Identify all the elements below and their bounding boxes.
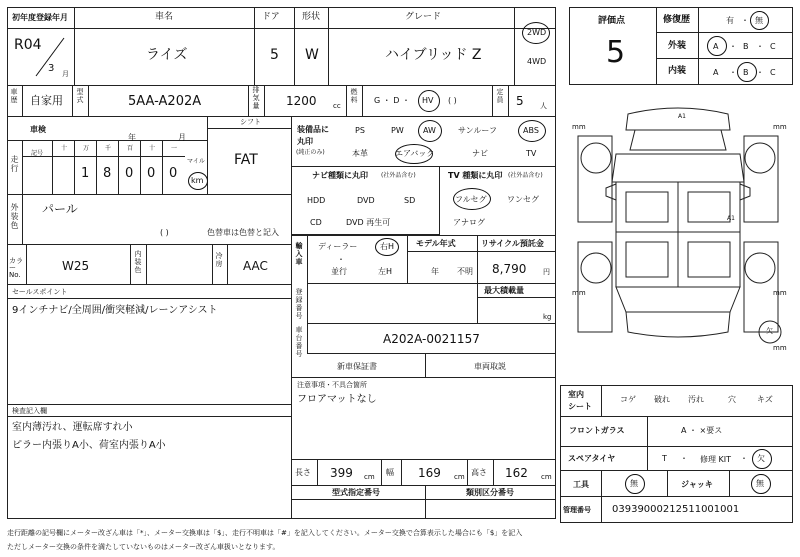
shape-label: 形状 xyxy=(302,12,321,22)
equip-airbag: エアバック xyxy=(395,149,435,158)
height-unit: cm xyxy=(541,473,552,481)
navi-dvd-play: DVD 再生可 xyxy=(346,218,391,227)
tools-value: 無 xyxy=(630,479,638,488)
control-label: 管理番号 xyxy=(563,506,591,514)
mileage-digit-label: 万 xyxy=(83,145,90,152)
mileage-digit-label: 一 xyxy=(171,145,178,152)
notes-label: 注意事項・不具合箇所 xyxy=(297,381,367,389)
windshield-value: A ・ ×要ス xyxy=(681,426,723,435)
shape-value: W xyxy=(305,47,319,63)
footnote-line2: ただしメーター交換の条件を満たしていないものはメーター改ざん車扱いとなります。 xyxy=(7,543,280,551)
interior-grade-a: A xyxy=(713,68,719,77)
tv-fullseg: フルセグ xyxy=(455,195,487,204)
navi-cd: CD xyxy=(310,218,322,227)
ac-label: 冷房 xyxy=(215,252,223,268)
exterior-color-note: 色替車は色替と記入 xyxy=(207,228,279,237)
warranty-label: 新車保証書 xyxy=(337,362,377,371)
jack-label: ジャッキ xyxy=(681,480,713,489)
sales-point-label: セールスポイント xyxy=(12,288,68,296)
displacement-label: 排気量 xyxy=(252,86,260,110)
mileage-unit-mile: マイル xyxy=(187,158,205,165)
shift-label: シフト xyxy=(240,118,261,126)
car-diagram xyxy=(560,92,796,377)
width-unit: cm xyxy=(454,473,465,481)
seat-yabure: 破れ xyxy=(654,395,670,404)
equipment-sub-label: (純正のみ) xyxy=(296,149,325,156)
chassis-value: A202A-0021157 xyxy=(383,332,480,346)
grade-value: ハイブリッド Z xyxy=(385,47,482,63)
score-value: 5 xyxy=(606,35,626,70)
equip-pw: PW xyxy=(391,126,404,135)
fuel-extra: ( ) xyxy=(448,96,457,105)
repair-dot: ・ xyxy=(741,16,749,25)
mileage-label: 走行 xyxy=(10,155,19,173)
fuel-label: 燃料 xyxy=(350,88,358,104)
drive-2wd: 2WD xyxy=(527,28,547,37)
exterior-grade-dot1: ・ xyxy=(729,42,737,51)
model-name-value: ライズ xyxy=(146,47,188,63)
import-parallel: 並行 xyxy=(331,267,347,276)
spare-label: スペアタイヤ xyxy=(568,454,616,463)
tv-oneseg: ワンセグ xyxy=(507,195,539,204)
diagram-mark-side: A1 xyxy=(727,215,735,222)
usage-label: 車歴 xyxy=(10,88,18,104)
seat-ana: 穴 xyxy=(728,395,736,404)
score-label: 評価点 xyxy=(598,16,626,26)
diagram-mark-front: A1 xyxy=(678,113,686,120)
chassis-label: 車台番号 xyxy=(295,326,303,358)
recycle-unit: 円 xyxy=(543,268,550,276)
notes-value: フロアマットなし xyxy=(297,394,377,405)
type-designation-label: 型式指定番号 xyxy=(332,488,380,497)
tv-label: TV 種類に丸印 xyxy=(448,171,503,180)
ac-value: AAC xyxy=(243,259,268,273)
exterior-grade-c: C xyxy=(770,42,776,51)
doors-value: 5 xyxy=(270,47,279,63)
exterior-grade-label: 外装 xyxy=(668,41,687,51)
length-value: 399 xyxy=(330,466,353,480)
recycle-label: リサイクル預託金 xyxy=(481,239,544,248)
interior-grade-dot1: ・ xyxy=(729,68,737,77)
equip-tv: TV xyxy=(526,149,537,158)
equip-leather: 本革 xyxy=(352,149,368,158)
diagram-mm-bl: mm xyxy=(572,289,586,297)
inspector-label: 検査記入欄 xyxy=(12,407,47,415)
control-value: 03939000212511001001 xyxy=(612,504,740,515)
equip-ps: PS xyxy=(355,126,365,135)
first-reg-month: 3 xyxy=(48,63,55,74)
displacement-value: 1200 xyxy=(286,94,317,108)
manual-label: 車両取説 xyxy=(474,362,506,371)
displacement-unit: cc xyxy=(333,102,341,110)
seat-label-2: シート xyxy=(568,402,592,411)
navi-dvd: DVD xyxy=(357,196,375,205)
diagram-mm-tr: mm xyxy=(773,123,787,131)
equip-navi: ナビ xyxy=(472,149,488,158)
equipment-label-2: 丸印 xyxy=(297,137,313,146)
mileage-digit-value: 0 xyxy=(125,166,134,181)
seat-kizu: キズ xyxy=(757,395,773,404)
capacity-value: 5 xyxy=(516,94,524,108)
mileage-digit-value: 0 xyxy=(169,166,178,181)
import-label: 輸入車 xyxy=(295,242,303,266)
navi-note: (社外品含む) xyxy=(381,172,416,179)
tv-analog: アナログ xyxy=(453,218,485,227)
mileage-symbol-label: 記号 xyxy=(31,150,44,157)
inspection-year-unit: 年 xyxy=(128,133,136,142)
exterior-grade-a: A xyxy=(713,42,719,51)
mileage-digit-label: 百 xyxy=(127,145,134,152)
type-value: 5AA-A202A xyxy=(128,94,202,109)
seat-koge: コゲ xyxy=(620,395,636,404)
recycle-value: 8,790 xyxy=(492,262,527,276)
footnote-line1: 走行距離の記号欄にメーター改ざん車は「*」、メーター交換車は「$」、走行不明車は「#」を記入してください。メーター交換で合算表示した場合にも「$」を記入 xyxy=(7,529,523,537)
exterior-color-value: パール xyxy=(42,202,78,216)
exterior-color-note-paren: ( ) xyxy=(160,228,169,237)
inspector-header xyxy=(7,405,292,417)
spare-t: T xyxy=(662,454,667,463)
exterior-grade-dot2: ・ xyxy=(756,42,764,51)
jack-value: 無 xyxy=(756,479,764,488)
interior-grade-dot2: ・ xyxy=(756,68,764,77)
import-dealer: ディーラー xyxy=(318,242,358,251)
diagram-mm-br: mm xyxy=(773,289,787,297)
usage-value: 自家用 xyxy=(30,94,63,107)
door-label: ドア xyxy=(262,12,280,22)
width-label: 幅 xyxy=(386,468,394,477)
fuel-options: G ・ D ・ xyxy=(374,96,410,105)
mileage-digit-value: 8 xyxy=(103,166,112,181)
equip-abs: ABS xyxy=(523,126,539,135)
first-reg-year: R04 xyxy=(14,37,42,53)
windshield-label: フロントガラス xyxy=(569,426,625,435)
tv-note: (社外品含む) xyxy=(508,172,543,179)
type-label: 型式 xyxy=(76,88,84,104)
spare-dot1: ・ xyxy=(680,454,688,463)
mileage-unit-km: km xyxy=(191,176,204,185)
type-class-label: 類別区分番号 xyxy=(466,488,514,497)
length-label: 長さ xyxy=(295,468,311,477)
mileage-digit-value: 0 xyxy=(147,166,156,181)
max-load-label: 最大積載量 xyxy=(484,286,524,295)
mileage-digit-label: 千 xyxy=(105,145,112,152)
width-value: 169 xyxy=(418,466,441,480)
sales-point-cell xyxy=(7,285,292,405)
exterior-grade-b: B xyxy=(743,42,749,51)
import-left: 左H xyxy=(378,267,393,276)
sales-point-value: 9インチナビ/全周囲/衝突軽減/レーンアシスト xyxy=(12,305,218,316)
seat-label-1: 室内 xyxy=(568,390,584,399)
repair-label: 修復歴 xyxy=(663,15,691,25)
inspection-month-unit: 月 xyxy=(178,133,186,142)
inspector-line2: ピラー内張りA小、荷室内張りA小 xyxy=(12,440,166,451)
height-value: 162 xyxy=(505,466,528,480)
color-no-label: カラーNo. xyxy=(9,257,23,279)
import-dot: ・ xyxy=(337,255,345,264)
interior-color-label: 内装色 xyxy=(134,250,142,274)
diagram-missing: 欠 xyxy=(766,327,773,335)
repair-yes: 有 xyxy=(726,16,734,25)
seat-yogore: 汚れ xyxy=(688,395,704,404)
interior-grade-label: 内装 xyxy=(668,66,687,76)
reg-no-label: 登録番号 xyxy=(295,288,303,320)
model-year-unit: 年 xyxy=(431,267,439,276)
navi-label: ナビ種類に丸印 xyxy=(312,171,368,180)
spare-dot2: ・ xyxy=(740,454,748,463)
notes-cell xyxy=(292,378,556,460)
mileage-digit-label: 十 xyxy=(61,145,68,152)
first-reg-label: 初年度登録年月 xyxy=(12,13,68,22)
shift-value: FAT xyxy=(234,152,258,168)
tools-label: 工具 xyxy=(573,480,589,489)
color-no-value: W25 xyxy=(62,259,90,273)
equip-aw: AW xyxy=(423,126,436,135)
equip-sunroof: サンルーフ xyxy=(458,126,497,135)
first-reg-month-unit: 月 xyxy=(62,70,69,78)
model-name-label: 車名 xyxy=(155,12,174,22)
repair-no: 無 xyxy=(755,16,763,25)
model-year-unknown: 不明 xyxy=(457,267,473,276)
spare-kit: 修理 KIT xyxy=(700,455,732,464)
navi-hdd: HDD xyxy=(307,196,326,205)
navi-sd: SD xyxy=(404,196,416,205)
diagram-mm-tl: mm xyxy=(572,123,586,131)
grade-label: グレード xyxy=(405,12,442,22)
equipment-label-1: 装備品に xyxy=(297,125,329,134)
import-right: 右H xyxy=(380,242,395,251)
reg-no-cell xyxy=(308,284,478,324)
height-label: 高さ xyxy=(471,468,487,477)
spare-none: 欠 xyxy=(757,454,765,463)
interior-grade-c: C xyxy=(770,68,776,77)
length-unit: cm xyxy=(364,473,375,481)
fuel-hv: HV xyxy=(422,96,434,105)
inspection-label: 車検 xyxy=(30,125,46,134)
mileage-digit-value: 1 xyxy=(81,166,90,181)
inspector-line1: 室内薄汚れ、運転席すれ小 xyxy=(12,422,133,433)
exterior-color-label: 外装色 xyxy=(10,203,19,230)
interior-grade-b: B xyxy=(743,68,749,77)
capacity-label: 定員 xyxy=(496,88,504,104)
max-load-unit: kg xyxy=(543,313,552,321)
model-year-label: モデル年式 xyxy=(416,239,456,248)
mileage-digit-label: 十 xyxy=(149,145,156,152)
diagram-mm-spare: mm xyxy=(773,344,787,352)
capacity-unit: 人 xyxy=(540,102,547,110)
drive-4wd: 4WD xyxy=(527,57,547,66)
